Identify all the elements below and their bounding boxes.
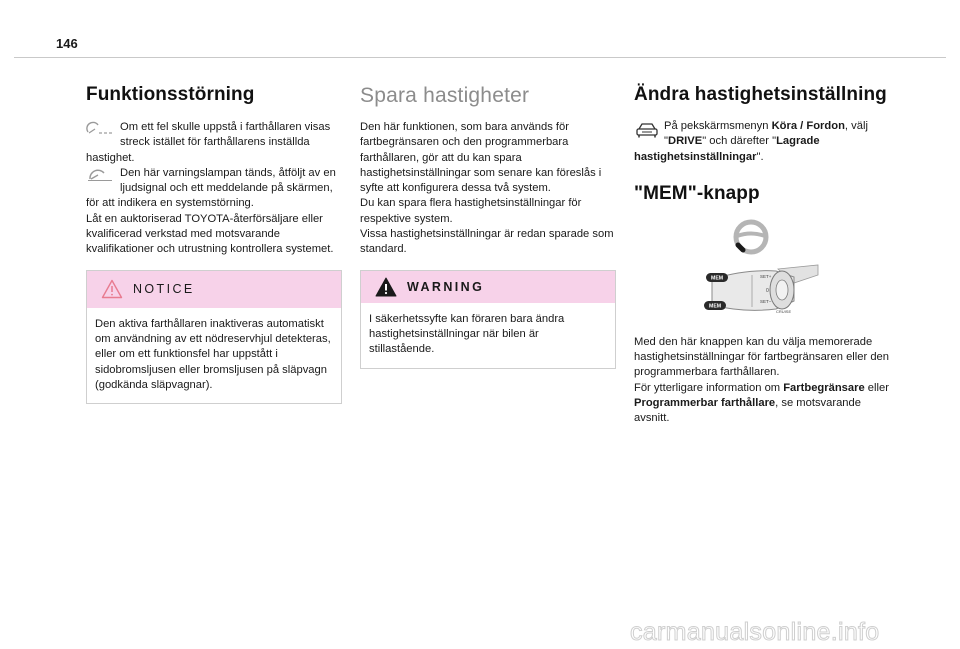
paragraph-warning-lamp: Den här varningslampan tänds, åtföljt av en ljudsignal och ett meddelande på skärmen, för att indikera en systemstörning. <box>86 166 336 210</box>
notice-title: NOTICE <box>133 282 195 297</box>
page-number: 146 <box>56 36 78 51</box>
warning-triangle-icon <box>101 279 123 299</box>
subheading-mem-button: "MEM"-knapp <box>634 182 760 204</box>
paragraph-touchscreen: På pekskärmsmenyn Köra / Fordon, välj "DRIVE" och därefter "Lagrade hastighetsinställningar". <box>634 120 868 163</box>
cruise-label: CRUISE <box>776 308 792 314</box>
notice-box <box>86 270 342 404</box>
speed-dashes-icon <box>86 121 116 136</box>
zero-label: 0 <box>766 287 769 294</box>
warning-header <box>361 271 615 303</box>
watermark-text: carmanualsonline.info <box>630 618 880 646</box>
warning-text: I säkerhetssyfte kan föraren bara ändra hastighetsinställningar när bilen är stillastående. <box>369 312 565 356</box>
paragraph-dealer: Låt en auktoriserad TOYOTA-återförsäljare eller kvalificerad verkstad med motsvarande kvalifikationer och utrustning kontrollera systemet. <box>86 212 334 256</box>
section-heading-change-speed: Ändra hastighetsinställning <box>634 84 887 105</box>
warning-triangle-icon <box>375 277 397 297</box>
steering-wheel-icon <box>733 219 769 255</box>
paragraph-save-multiple: Du kan spara flera hastighetsinställningar för respektive system. <box>360 197 582 225</box>
set-minus-label: SET− <box>760 298 772 304</box>
paragraph-dashes: Om ett fel skulle uppstå i farthållaren visas streck istället för farthållarens inställda hastighet. <box>86 121 331 164</box>
speedometer-warning-icon <box>86 167 116 182</box>
section-heading-save-speeds: Spara hastigheter <box>360 84 530 107</box>
set-plus-label: SET+ <box>760 273 772 279</box>
warning-box <box>360 270 616 369</box>
notice-header <box>87 271 341 308</box>
notice-text: Den aktiva farthållaren inaktiveras automatiskt om användning av ett nödreservhjul detekteras, eller om ett funktionsfel har uppstått i sidobromsljusen eller bromsljusen på släpvagn (godkända släpvagnar). <box>95 317 331 391</box>
paragraph-mem-purpose: Med den här knappen kan du välja memorerade hastighetsinställningar för fartbegränsaren eller den programmerbara farthållaren. <box>634 335 889 379</box>
paragraph-save-intro: Den här funktionen, som bara används för fartbegränsaren och den programmerbara farthållaren, gör att du kan spara hastighetsinställningar som senare kan föreslås i syfte att konfigurera dessa två system. <box>360 121 602 195</box>
column-change-speed <box>634 84 890 427</box>
column-save-speeds <box>360 84 616 369</box>
mem-label-bottom: MEM <box>709 303 722 310</box>
paragraph-save-default: Vissa hastighetsinställningar är redan sparade som standard. <box>360 228 614 256</box>
section-heading-malfunction: Funktionsstörning <box>86 84 255 105</box>
column-malfunction <box>86 84 342 404</box>
car-menu-icon <box>634 121 660 139</box>
warning-title: WARNING <box>407 279 485 294</box>
paragraph-more-info: För ytterligare information om Fartbegränsare eller Programmerbar farthållare, se motsvarande avsnitt. <box>634 381 889 425</box>
mem-label-top: MEM <box>711 275 724 282</box>
cruise-control-stalk-illustration <box>698 263 820 321</box>
header-rule <box>14 57 946 58</box>
footer-watermark <box>620 614 950 648</box>
